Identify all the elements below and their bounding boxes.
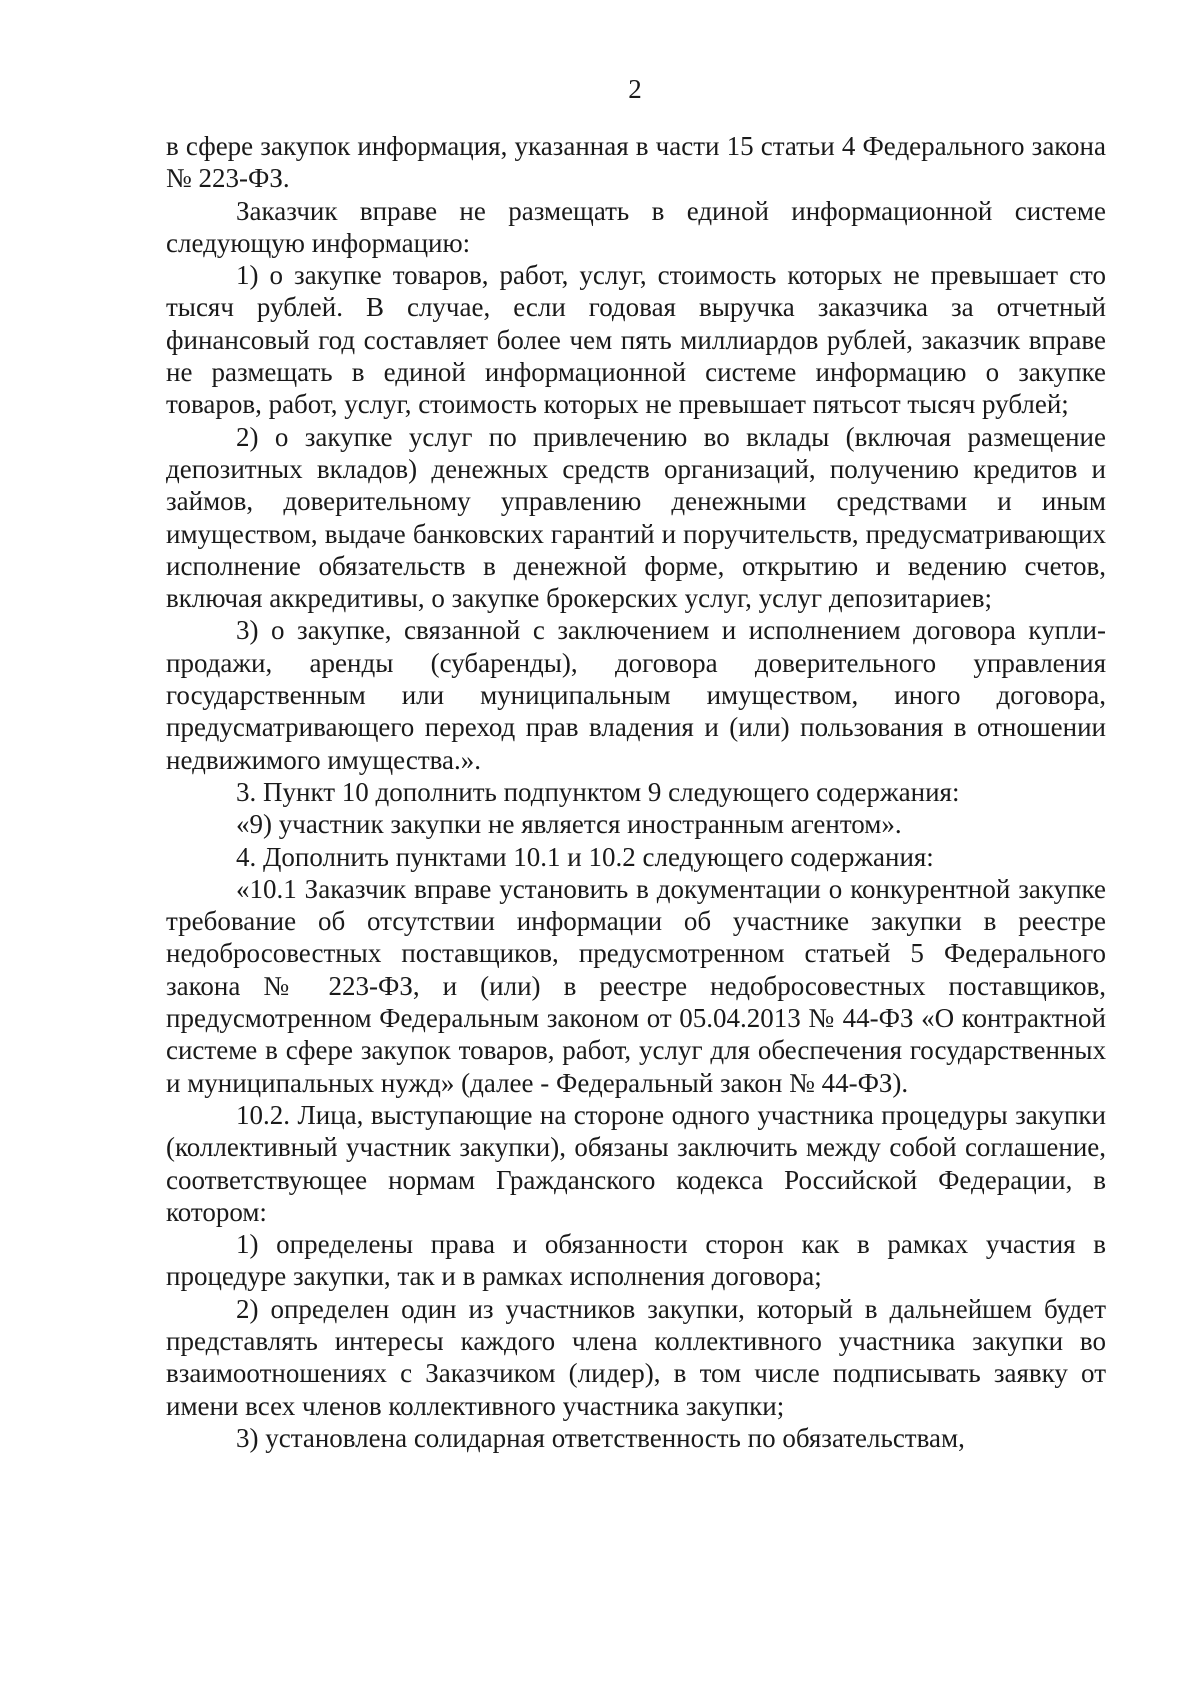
- paragraph-continuation: в сфере закупок информация, указанная в части 15 статьи 4 Федерального закона № 223-ФЗ.: [166, 131, 1106, 194]
- paragraph-point-3: 3. Пункт 10 дополнить подпунктом 9 следующего содержания:: [236, 776, 960, 807]
- paragraph-10-1: «10.1 Заказчик вправе установить в документации о конкурентной закупке требование об отсутствии информации об участнике закупки в реестре недобросовестных поставщиков, предусмотренном статьей 5 Федерального закона № 223-ФЗ, и (или) в реестре недобросовестных поставщиков, предусмотренном Федеральным законом от 05.04.2013 № 44-ФЗ «О контрактной системе в сфере закупок товаров, работ, услуг для обеспечения государственных и муниципальных нужд» (далее - Федеральный закон № 44-ФЗ).: [166, 873, 1106, 1098]
- paragraph-item-3: 3) о закупке, связанной с заключением и исполнением договора купли-продажи, аренды (субаренды), договора доверительного управления государственным или муниципальным имуществом, иного договора, предусматривающего переход прав владения и (или) пользования в отношении недвижимого имущества.».: [166, 615, 1106, 775]
- paragraph-10-2-item-2: 2) определен один из участников закупки, который в дальнейшем будет представлять интересы каждого члена коллективного участника закупки во взаимоотношениях с Заказчиком (лидер), в том числе подписывать заявку от имени всех членов коллективного участника закупки;: [166, 1293, 1106, 1421]
- paragraph-subpoint-9: «9) участник закупки не является иностранным агентом».: [236, 809, 902, 840]
- paragraph-customer-right: Заказчик вправе не размещать в единой информационной системе следующую информацию:: [166, 195, 1106, 258]
- paragraph-item-1: 1) о закупке товаров, работ, услуг, стоимость которых не превышает сто тысяч рублей. В случае, если годовая выручка заказчика за отчетный финансовый год составляет более чем пять миллиардов рублей, заказчик вправе не размещать в единой информационной системе информацию о закупке товаров, работ, услуг, стоимость которых не превышает пятьсот тысяч рублей;: [166, 260, 1106, 420]
- paragraph-10-2: 10.2. Лица, выступающие на стороне одного участника процедуры закупки (коллективный участник закупки), обязаны заключить между собой соглашение, соответствующее нормам Гражданского кодекса Российской Федерации, в котором:: [166, 1099, 1106, 1227]
- paragraph-item-2: 2) о закупке услуг по привлечению во вклады (включая размещение депозитных вкладов) денежных средств организаций, получению кредитов и займов, доверительному управлению денежными средствами и иным имуществом, выдаче банковских гарантий и поручительств, предусматривающих исполнение обязательств в денежной форме, открытию и ведению счетов, включая аккредитивы, о закупке брокерских услуг, услуг депозитариев;: [166, 421, 1106, 614]
- document-body: [166, 130, 1106, 1454]
- page-number: 2: [628, 74, 642, 104]
- paragraph-point-4: 4. Дополнить пунктами 10.1 и 10.2 следующего содержания:: [236, 841, 934, 872]
- paragraph-10-2-item-3: 3) установлена солидарная ответственность по обязательствам,: [236, 1422, 965, 1453]
- paragraph-10-2-item-1: 1) определены права и обязанности сторон как в рамках участия в процедуре закупки, так и в рамках исполнения договора;: [166, 1229, 1106, 1292]
